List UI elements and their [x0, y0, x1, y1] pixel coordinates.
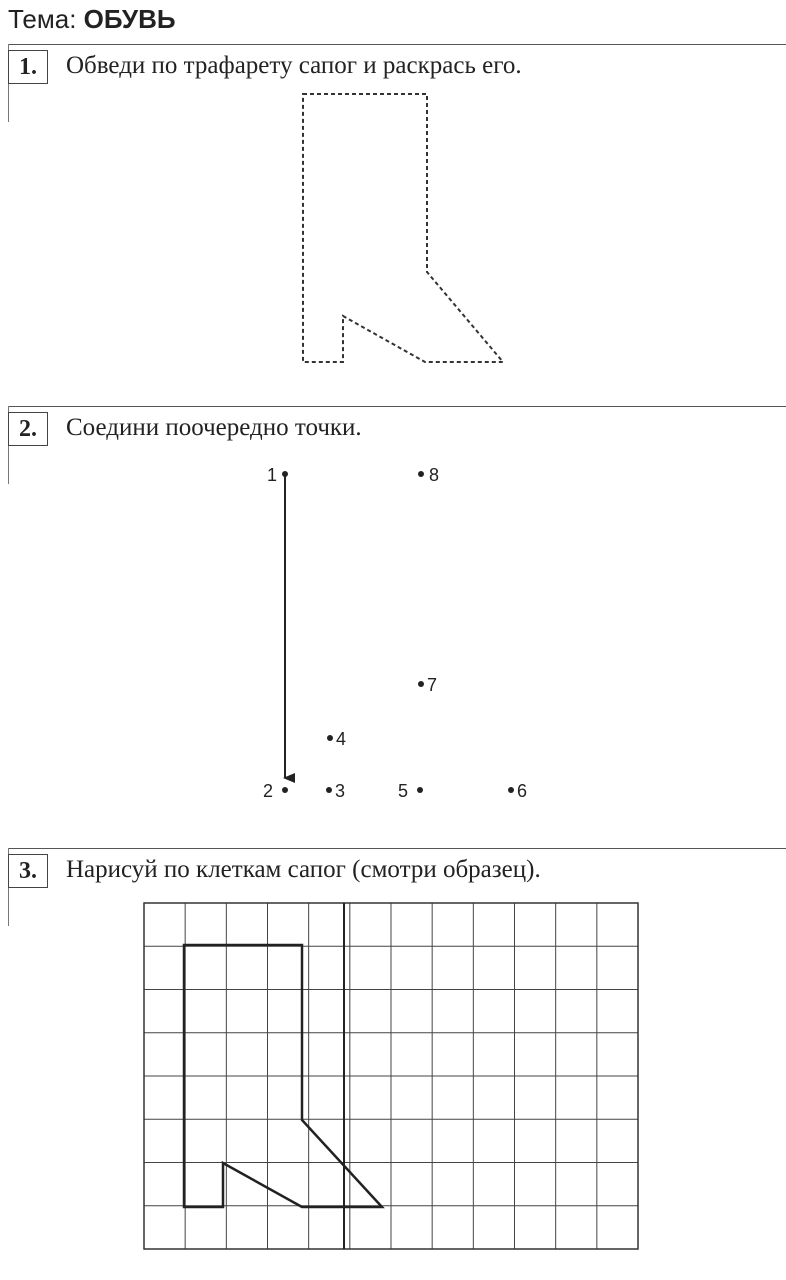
dot-1-label: 1: [267, 465, 278, 485]
topic-prefix: Тема:: [8, 4, 84, 34]
task-3-instruction: Нарисуй по клеткам сапог (смотри образец).: [66, 856, 541, 883]
dot-7-label: 7: [427, 675, 438, 695]
dot-6-label: 6: [517, 781, 528, 801]
dot-8-label: 8: [429, 465, 440, 485]
task-2-instruction: Соедини поочередно точки.: [66, 414, 362, 441]
task-2-number: 2.: [8, 412, 48, 446]
dot-4-label: 4: [336, 729, 347, 749]
dot-3-label: 3: [335, 781, 346, 801]
task-1-instruction: Обведи по трафарету сапог и раскрась его.: [66, 52, 522, 79]
topic-name: ОБУВЬ: [83, 4, 176, 34]
task-1-number: 1.: [8, 50, 48, 84]
task-3-number: 3.: [8, 854, 48, 888]
dot-5-label: 5: [398, 781, 409, 801]
drawing-grid: [144, 903, 638, 1249]
dot-2-label: 2: [263, 781, 274, 801]
